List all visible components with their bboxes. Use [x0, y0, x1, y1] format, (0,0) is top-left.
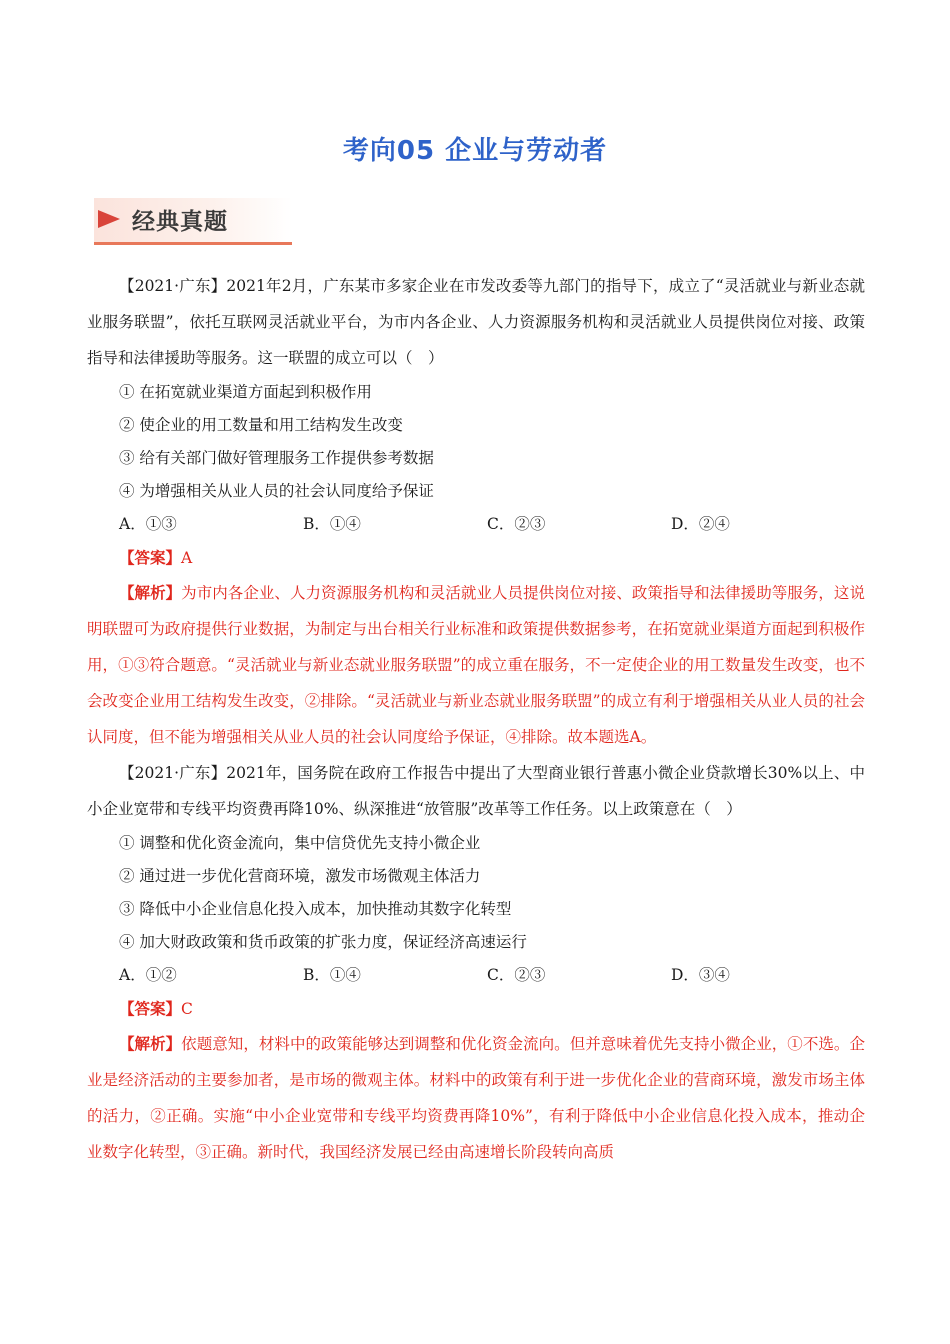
arrow-icon: [98, 210, 120, 228]
choice-b: B．①④: [303, 515, 361, 533]
question-2-option: ② 通过进一步优化营商环境，激发市场微观主体活力: [119, 867, 481, 885]
choice-b: B．①④: [303, 966, 361, 984]
question-1-choices: [87, 508, 865, 541]
analysis-label: 【解析】: [119, 583, 182, 602]
question-2-source: 【2021·广东】: [119, 764, 227, 782]
choice-d: D．②④: [671, 515, 730, 533]
section-label: 经典真题: [132, 209, 228, 235]
choice-a: A．①③: [119, 515, 177, 533]
question-1-option: ③ 给有关部门做好管理服务工作提供参考数据: [119, 449, 434, 467]
section-banner: [94, 198, 292, 245]
choice-a: A．①②: [119, 966, 177, 984]
question-content: [87, 268, 865, 1170]
analysis-text: 为市内各企业、人力资源服务机构和灵活就业人员提供岗位对接、政策指导和法律援助等服务，这说明联盟可为政府提供行业数据，为制定与出台相关行业标准和政策提供数据参考，在拓宽就业渠道方面起到积极作用，①③符合题意。“灵活就业与新业态就业服务联盟”的成立重在服务，不一定使企业的用工数量发生改变，也不会改变企业用工结构发生改变，②排除。“灵活就业与新业态就业服务联盟”的成立有利于增强相关从业人员的社会认同度，但不能为增强相关从业人员的社会认同度给予保证，④排除。故本题选A。: [87, 584, 865, 746]
question-1-option: ② 使企业的用工数量和用工结构发生改变: [119, 416, 403, 434]
answer-value: A: [181, 549, 193, 567]
analysis-text: 依题意知，材料中的政策能够达到调整和优化资金流向。但并意味着优先支持小微企业，①不选。企业是经济活动的主要参加者，是市场的微观主体。材料中的政策有利于进一步优化企业的营商环境，激发市场主体的活力，②正确。实施“中小企业宽带和专线平均资费再降10%”，有利于降低中小企业信息化投入成本，推动企业数字化转型，③正确。新时代，我国经济发展已经由高速增长阶段转向高质: [87, 1035, 865, 1161]
question-2-stem: [87, 755, 865, 827]
answer-label: 【答案】: [119, 548, 182, 567]
question-1-source: 【2021·广东】: [119, 277, 227, 295]
choice-c: C．②③: [487, 966, 546, 984]
question-2-option: ③ 降低中小企业信息化投入成本，加快推动其数字化转型: [119, 900, 512, 918]
question-2-answer: [87, 992, 865, 1026]
choice-d: D．③④: [671, 966, 730, 984]
answer-value: C: [181, 1000, 193, 1018]
question-1-text: 2021年2月，广东某市多家企业在市发改委等九部门的指导下，成立了“灵活就业与新业态就业服务联盟”，依托互联网灵活就业平台，为市内各企业、人力资源服务机构和灵活就业人员提供岗位对接、政策指导和法律援助等服务。这一联盟的成立可以（ ）: [87, 277, 865, 367]
question-2-choices: [87, 959, 865, 992]
question-2-text: 2021年，国务院在政府工作报告中提出了大型商业银行普惠小微企业贷款增长30%以上、中小企业宽带和专线平均资费再降10%、纵深推进“放管服”改革等工作任务。以上政策意在（ ）: [87, 764, 865, 818]
question-2-analysis: [87, 1026, 865, 1170]
question-1-option: ① 在拓宽就业渠道方面起到积极作用: [119, 383, 372, 401]
question-1-answer: [87, 541, 865, 575]
question-1-stem: [87, 268, 865, 376]
choice-c: C．②③: [487, 515, 546, 533]
answer-label: 【答案】: [119, 999, 182, 1018]
page-title: 考向05 企业与劳动者: [342, 136, 608, 166]
question-2-option: ① 调整和优化资金流向，集中信贷优先支持小微企业: [119, 834, 481, 852]
question-2-option: ④ 加大财政政策和货币政策的扩张力度，保证经济高速运行: [119, 933, 527, 951]
question-1-option: ④ 为增强相关从业人员的社会认同度给予保证: [119, 482, 434, 500]
question-1-analysis: [87, 575, 865, 755]
analysis-label: 【解析】: [119, 1034, 182, 1053]
